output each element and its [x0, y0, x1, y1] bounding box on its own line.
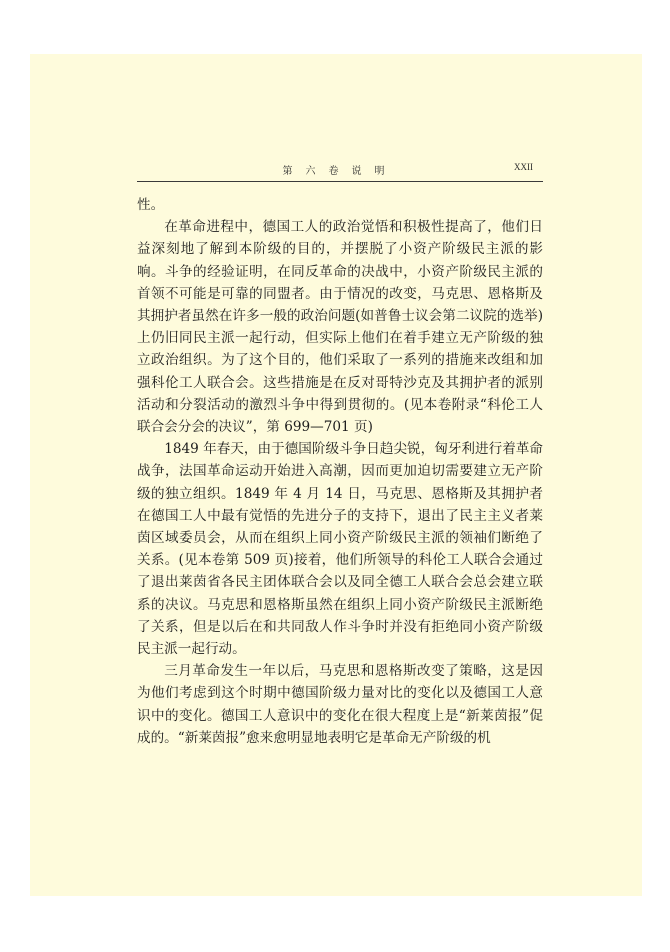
body-text	[137, 194, 543, 749]
paragraph: 1849 年春天，由于德国阶级斗争日趋尖锐，匈牙利进行着革命战争，法国革命运动开始进入高潮，因而更加迫切需要建立无产阶级的独立组织。1849 年 4 月 14 日，马克思、恩格斯及其拥护者在德国工人中最有觉悟的先进分子的支持下，退出了民主主义者莱茵区域委员会，从而在组织上同小资产阶级民主派的领袖们断绝了关系。(见本卷第 509 页)接着，他们所领导的科伦工人联合会通过了退出莱茵省各民主团体联合会以及同全德工人联合会总会建立联系的决议。马克思和恩格斯虽然在组织上同小资产阶级民主派断绝了关系，但是以后在和共同敌人作斗争时并没有拒绝同小资产阶级民主派一起行动。	[137, 441, 543, 658]
running-title: 第六卷说明	[282, 166, 398, 177]
paragraph: 三月革命发生一年以后，马克思和恩格斯改变了策略，这是因为他们考虑到这个时期中德国阶级力量对比的变化以及德国工人意识中的变化。德国工人意识中的变化在很大程度上是“新莱茵报”促成的。“新莱茵报”愈来愈明显地表明它是革命无产阶级的机	[137, 663, 543, 746]
running-header	[137, 159, 543, 182]
page-number: XXII	[514, 162, 533, 172]
paragraph: 在革命进程中，德国工人的政治觉悟和积极性提高了，他们日益深刻地了解到本阶级的目的，并摆脱了小资产阶级民主派的影响。斗争的经验证明，在同反革命的决战中，小资产阶级民主派的首领不可能是可靠的同盟者。由于情况的改变，马克思、恩格斯及其拥护者虽然在许多一般的政治问题(如普鲁士议会第二议院的选举)上仍旧同民主派一起行动，但实际上他们在着手建立无产阶级的独立政治组织。为了这个目的，他们采取了一系列的措施来改组和加强科伦工人联合会。这些措施是在反对哥特沙克及其拥护者的派别活动和分裂活动的激烈斗争中得到贯彻的。(见本卷附录“科伦工人联合会分会的决议”，第 699—701 页)	[137, 219, 543, 436]
paragraph-continuation: 性。	[137, 197, 165, 213]
